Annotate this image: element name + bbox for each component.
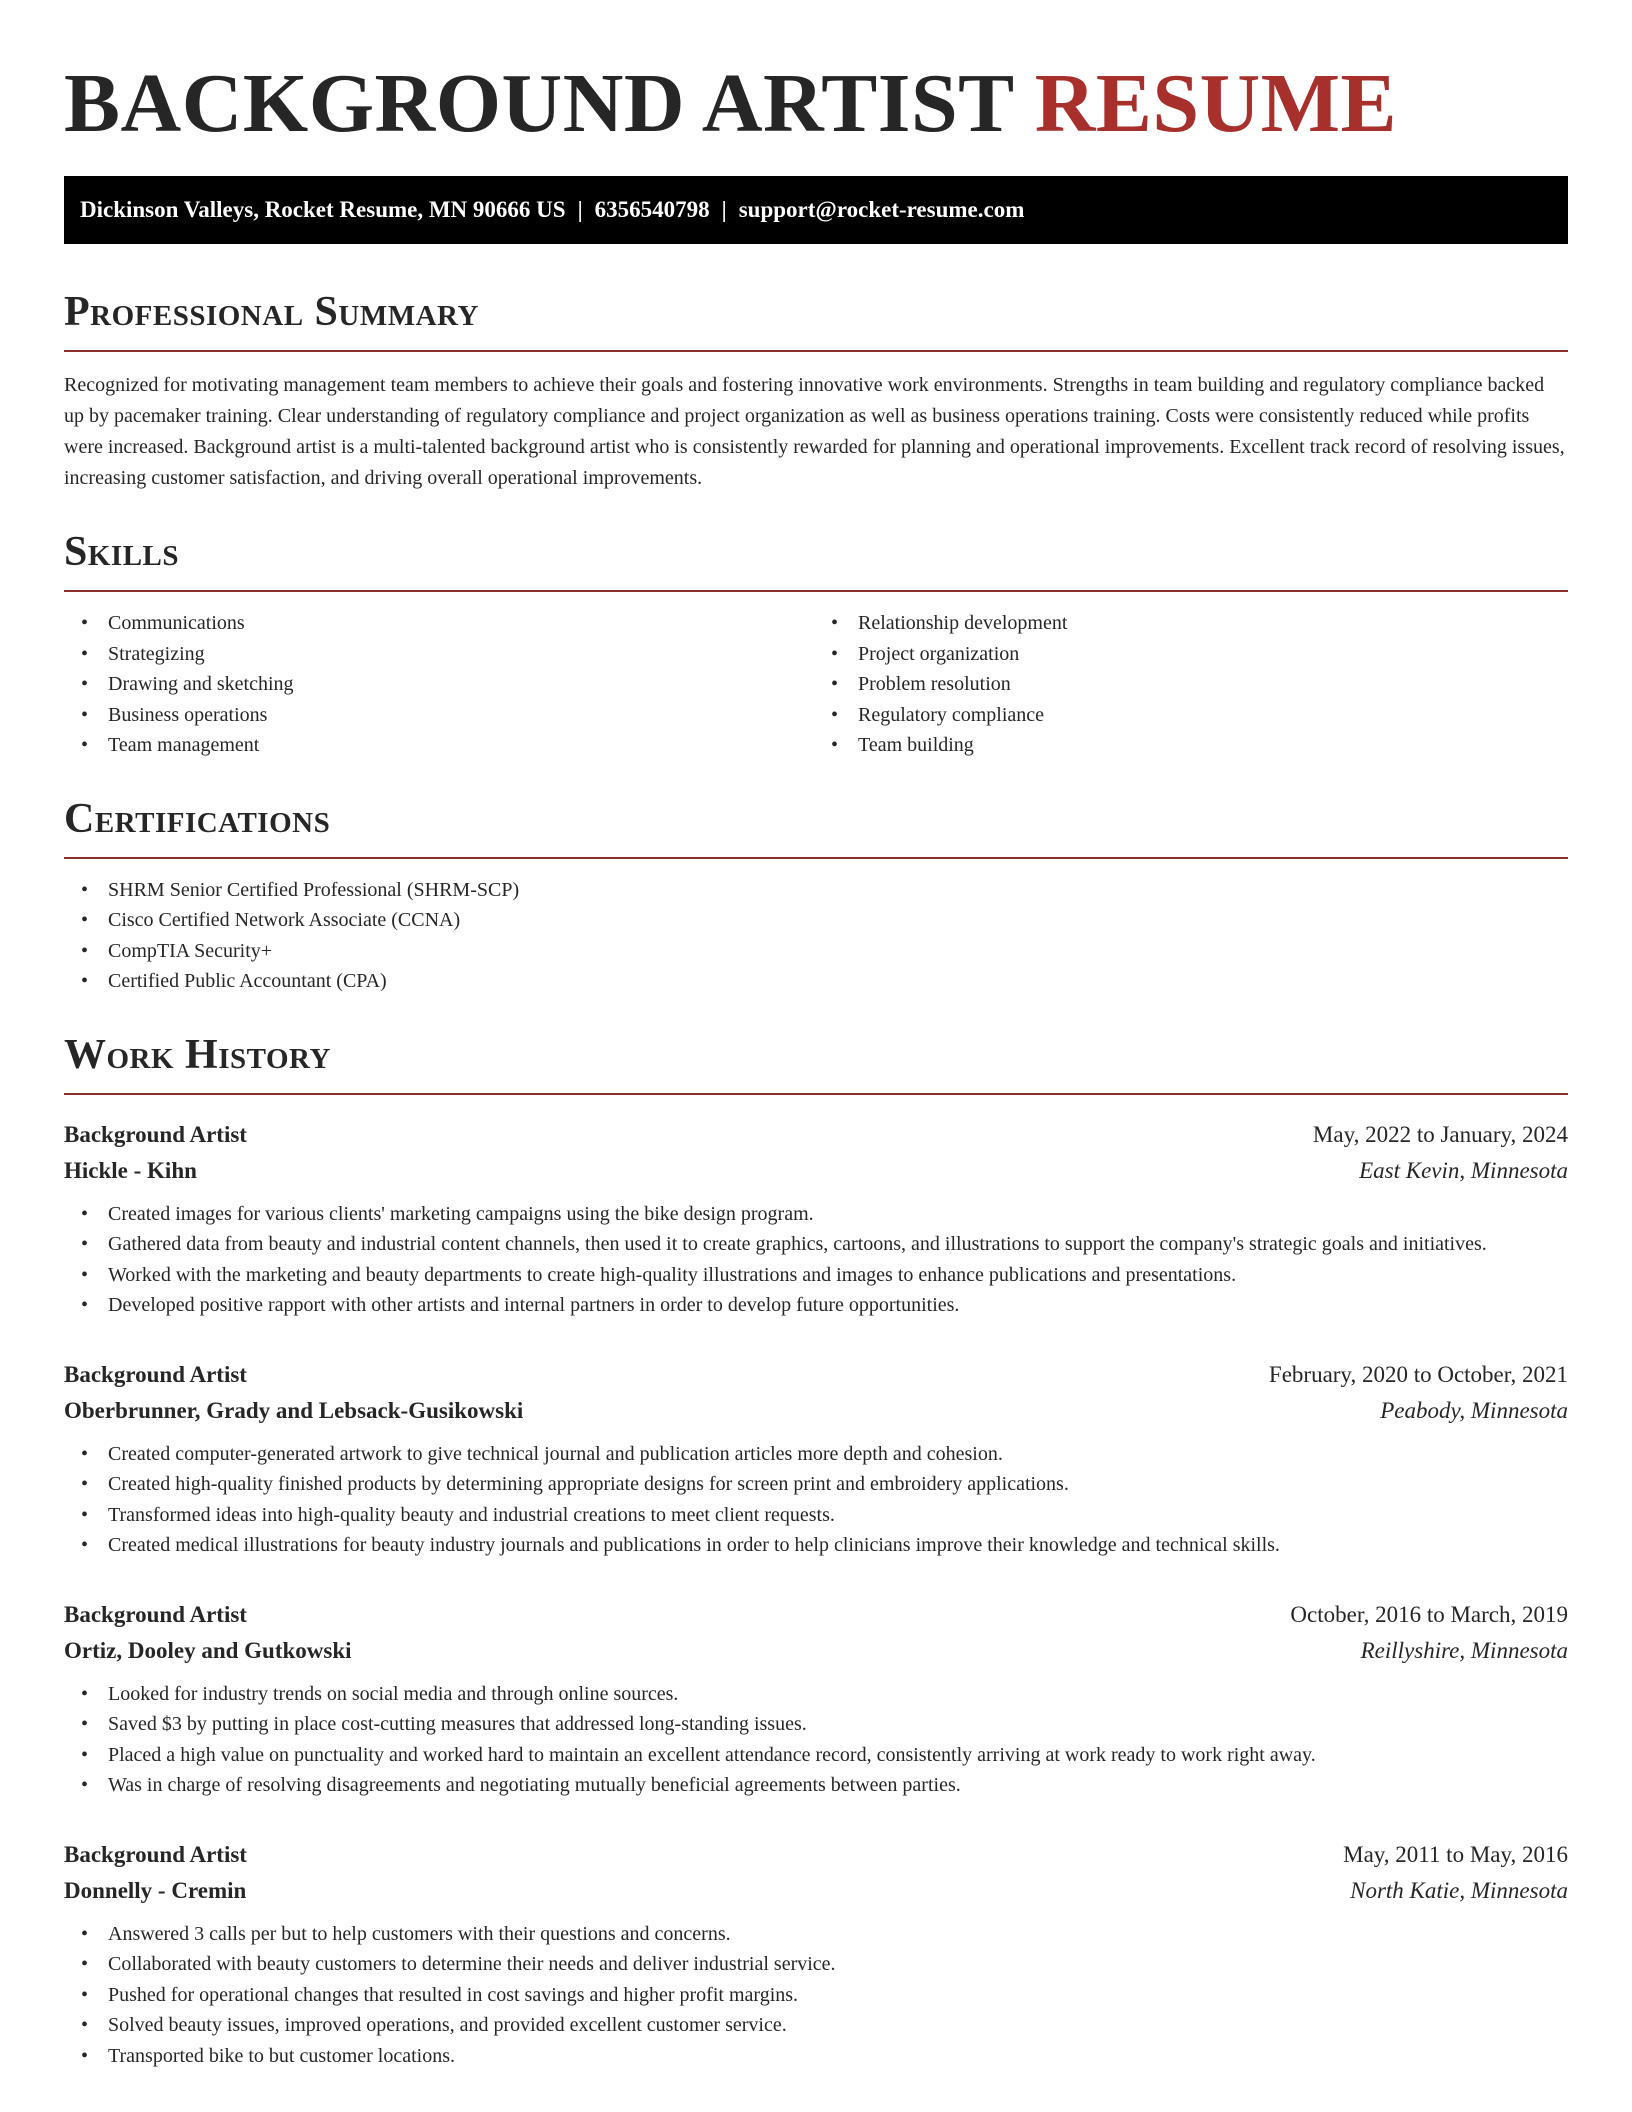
job-dates: February, 2020 to October, 2021 (1268, 1361, 1568, 1387)
job-dates: May, 2022 to January, 2024 (1312, 1121, 1568, 1147)
job-company: Ortiz, Dooley and Gutkowski (64, 1637, 352, 1663)
title-accent: RESUME (1034, 57, 1398, 150)
summary-text: Recognized for motivating management team members to achieve their goals and fostering innovative work environments. Strengths in team building and regulatory compliance backed up by pacemaker training. Clear understanding of regulatory compliance and project organization as well as business operations training. Costs were consistently reduced while profits were increased. Background artist is a multi-talented background artist who is consistently rewarded for planning and operational improvements. Excellent track record of resolving issues, increasing customer satisfaction, and driving overall operational improvements. (64, 374, 1565, 489)
job-bullet: • Saved $3 by putting in place cost-cutting measures that addressed long-standing issues. (64, 1709, 1568, 1740)
certification-item: • Certified Public Accountant (CPA) (64, 966, 1568, 997)
skill-item: • Team management (64, 730, 816, 761)
job-header-row (64, 1597, 1568, 1633)
job-bullet: • Created images for various clients' marketing campaigns using the bike design program. (64, 1199, 1568, 1230)
skill-item: • Drawing and sketching (64, 669, 816, 700)
skill-item: • Business operations (64, 700, 816, 731)
work-history-heading: Work History (64, 1031, 1568, 1095)
job-company: Donnelly - Cremin (64, 1877, 247, 1903)
job-bullet: • Transformed ideas into high-quality beauty and industrial creations to meet client requests. (64, 1500, 1568, 1531)
skill-item: • Problem resolution (816, 669, 1568, 700)
summary-heading: Professional Summary (64, 288, 1568, 352)
job-header-row (64, 1117, 1568, 1153)
skill-item: • Project organization (816, 639, 1568, 670)
job-title: Background Artist (64, 1121, 247, 1147)
job-bullet: • Developed positive rapport with other artists and internal partners in order to develop future opportunities. (64, 1290, 1568, 1321)
job-dates: October, 2016 to March, 2019 (1290, 1601, 1568, 1627)
skills-section (64, 528, 1568, 761)
skills-list-left (64, 608, 816, 761)
skill-item: • Strategizing (64, 639, 816, 670)
job-header-row (64, 1357, 1568, 1393)
work-history-section (64, 1031, 1568, 2072)
job-bullet: • Created medical illustrations for beauty industry journals and publications in order to help clinicians improve their knowledge and technical skills. (64, 1530, 1568, 1561)
job-bullet: • Collaborated with beauty customers to determine their needs and deliver industrial service. (64, 1949, 1568, 1980)
job-company: Oberbrunner, Grady and Lebsack-Gusikowski (64, 1397, 524, 1423)
skills-grid (64, 592, 1568, 761)
skill-item: • Regulatory compliance (816, 700, 1568, 731)
job-bullet: • Looked for industry trends on social media and through online sources. (64, 1679, 1568, 1710)
contact-address: Dickinson Valleys, Rocket Resume, MN 90666 US (80, 197, 566, 222)
contact-phone: 6356540798 (594, 197, 710, 222)
job-bullets (64, 1439, 1568, 1561)
job-entry (64, 1117, 1568, 1321)
job-company-row (64, 1873, 1568, 1909)
certification-item: • CompTIA Security+ (64, 936, 1568, 967)
job-title: Background Artist (64, 1841, 247, 1867)
skill-item: • Team building (816, 730, 1568, 761)
job-bullets (64, 1679, 1568, 1801)
job-title: Background Artist (64, 1361, 247, 1387)
job-bullet: • Created computer-generated artwork to give technical journal and publication articles more depth and cohesion. (64, 1439, 1568, 1470)
job-bullet: • Transported bike to but customer locations. (64, 2041, 1568, 2072)
job-title: Background Artist (64, 1601, 247, 1627)
job-dates: May, 2011 to May, 2016 (1343, 1841, 1568, 1867)
contact-bar (64, 176, 1568, 244)
contact-separator: | (577, 197, 583, 222)
job-header-row (64, 1837, 1568, 1873)
job-bullet: • Was in charge of resolving disagreements and negotiating mutually beneficial agreements between parties. (64, 1770, 1568, 1801)
certification-item: • Cisco Certified Network Associate (CCNA) (64, 905, 1568, 936)
title-main: BACKGROUND ARTIST (64, 57, 1014, 150)
certifications-heading: Certifications (64, 795, 1568, 859)
job-bullet: • Gathered data from beauty and industrial content channels, then used it to create graphics, cartoons, and illustrations to support the company's strategic goals and initiatives. (64, 1229, 1568, 1260)
summary-section (64, 288, 1568, 494)
job-company-row (64, 1393, 1568, 1429)
certification-item: • SHRM Senior Certified Professional (SHRM-SCP) (64, 875, 1568, 906)
job-bullet: • Solved beauty issues, improved operations, and provided excellent customer service. (64, 2010, 1568, 2041)
job-entry (64, 1357, 1568, 1561)
skill-item: • Communications (64, 608, 816, 639)
contact-email: support@rocket-resume.com (738, 197, 1025, 222)
job-company-row (64, 1153, 1568, 1189)
skills-heading: Skills (64, 528, 1568, 592)
job-location: Peabody, Minnesota (1380, 1397, 1568, 1423)
job-location: East Kevin, Minnesota (1359, 1157, 1568, 1183)
job-entry (64, 1597, 1568, 1801)
skill-item: • Relationship development (816, 608, 1568, 639)
job-bullets (64, 1199, 1568, 1321)
resume-title (64, 0, 1568, 152)
job-bullet: • Answered 3 calls per but to help customers with their questions and concerns. (64, 1919, 1568, 1950)
job-entry (64, 1837, 1568, 2072)
job-location: North Katie, Minnesota (1350, 1877, 1568, 1903)
certifications-section (64, 795, 1568, 997)
job-company-row (64, 1633, 1568, 1669)
contact-separator: | (721, 197, 727, 222)
job-bullet: • Pushed for operational changes that resulted in cost savings and higher profit margins. (64, 1980, 1568, 2011)
job-bullets (64, 1919, 1568, 2072)
job-location: Reillyshire, Minnesota (1360, 1637, 1568, 1663)
certifications-list (64, 875, 1568, 997)
job-bullet: • Worked with the marketing and beauty departments to create high-quality illustrations and images to enhance publications and presentations. (64, 1260, 1568, 1291)
job-company: Hickle - Kihn (64, 1157, 197, 1183)
job-bullet: • Created high-quality finished products by determining appropriate designs for screen print and embroidery applications. (64, 1469, 1568, 1500)
job-bullet: • Placed a high value on punctuality and worked hard to maintain an excellent attendance record, consistently arriving at work ready to work right away. (64, 1740, 1568, 1771)
skills-list-right (816, 608, 1568, 761)
